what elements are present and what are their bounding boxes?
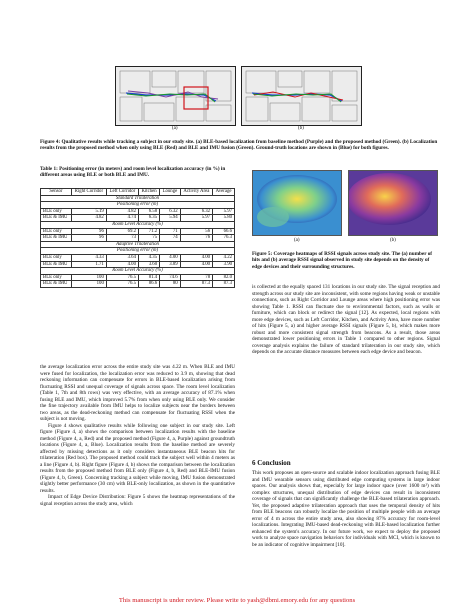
table-header-cell: Sensor xyxy=(41,189,72,196)
table-cell: 78 xyxy=(180,274,212,281)
table-cell: 69.2 xyxy=(106,228,138,235)
table-cell: 76 xyxy=(180,235,212,242)
table-cell: 4.33 xyxy=(71,254,106,261)
table-row xyxy=(41,235,235,242)
table-cell: 4.22 xyxy=(213,254,235,261)
table-cell: 74.6 xyxy=(160,274,181,281)
table-row xyxy=(41,208,235,215)
figure-4b-label: (b) xyxy=(298,126,304,131)
figure-5a-heatmap xyxy=(252,170,342,236)
table-cell: 81.4 xyxy=(138,274,159,281)
paragraph: the average localization error across the entire study site was 4.22 m. When BLE and IMU were fused for localization, the localization error was reduced to 3.9 m, showing that dead reckoning information can compensate for errors in BLE-based localization arising from fluctuating RSSI and unequal coverage of signals across space. The room level localization (Table 1, 7th and 8th rows) was very effective, with an average accuracy of 87.1% when fusing BLE and IMU, which improved 5.7% from when only using BLE only. We consider the fine trajectory available from IMU helps to localize subjects near the borders between two areas, as the dead-reckoning method can compensate for fluctuating RSSI when the subject is not moving. xyxy=(40,364,235,422)
table-header-cell: Activity Area xyxy=(180,189,212,196)
table-subsection-row xyxy=(41,248,235,255)
table-cell: 4.00 xyxy=(180,261,212,268)
table-cell: 5.97 xyxy=(180,215,212,222)
paragraph: Impact of Edge Device Distribution: Figure 5 shows the heatmap representations of the signal reception across the study area, which xyxy=(40,494,235,507)
figure-4 xyxy=(115,66,361,132)
table-row xyxy=(41,228,235,235)
table-cell: 4.35 xyxy=(138,254,159,261)
table-row xyxy=(41,261,235,268)
table-cell: 4.82 xyxy=(71,215,106,222)
table-cell: 76.5 xyxy=(106,281,138,288)
table-section-row xyxy=(41,241,235,248)
table-subsection-row xyxy=(41,221,235,228)
table-header-cell: Right Corridor xyxy=(71,189,106,196)
table-cell: 4.00 xyxy=(180,254,212,261)
table-cell: 4.00 xyxy=(160,254,181,261)
table-header-cell: Kitchen xyxy=(138,189,159,196)
table-cell: 1.71 xyxy=(71,261,106,268)
table-cell: 87.3 xyxy=(180,281,212,288)
table-cell: BLE only xyxy=(41,228,72,235)
table-cell: 87.3 xyxy=(213,281,235,288)
table-row xyxy=(41,254,235,261)
table-cell: 56 xyxy=(180,228,212,235)
table-1 xyxy=(40,188,235,288)
right-column-text: is collected at the equally spaced 131 locations in our study site. The signal reception and strength across our study site are inconsistent, with some regions having weak or unstable connections, such as Right Corridor and Lounge areas where high positioning error was showing Table 1. RSSI can fluctuate due to environmental factors, such as walls or furniture, which can block or redirect the signal [12]. As expected, local regions with more edge devices, such as Left Corridor, Kitchen, and Activity Area, have more number of hits (Figure 5, a) and higher average RSSI signals (Figure 5, b), which makes more robust and more consistent signal strength from beacons. As a result, those areas demonstrated lower positioning errors in Table 1 compared to other regions. Signal coverage analysis explains the failure of standard trilateration in our study site, which depends on the accurate distance measures between each edge device and beacon. xyxy=(252,284,440,355)
table-subsection-title: Positioning error (m) xyxy=(41,202,235,209)
figure-5 xyxy=(252,168,438,248)
table-cell: 6.32 xyxy=(160,208,181,215)
table-cell: 74 xyxy=(160,235,181,242)
table-cell: 86.6 xyxy=(138,281,159,288)
table-cell: BLE only xyxy=(41,274,72,281)
table-cell: 75 xyxy=(138,235,159,242)
table-header-cell: Average xyxy=(213,189,235,196)
table-cell: 3.90 xyxy=(213,261,235,268)
figure-5-caption: Figure 5: Coverage heatmaps of RSSI signals across study site. The (a) number of hits and (b) average RSSI signal observed in study site depends on the density of edge devices and their surrounding structures. xyxy=(252,251,433,270)
left-column-text xyxy=(40,364,235,507)
table-cell: 4.00 xyxy=(106,261,138,268)
table-cell: 6.32 xyxy=(180,208,212,215)
table-row xyxy=(41,281,235,288)
table-header-cell: Left Corridor xyxy=(106,189,138,196)
table-subsection-title: Room Level Accuracy (%) xyxy=(41,221,235,228)
table-row xyxy=(41,274,235,281)
table-cell: 76.3 xyxy=(213,235,235,242)
review-footer: This manuscript is under review. Please write to yash@dbmi.emory.edu for any questions xyxy=(118,597,356,604)
figure-5b-heatmap xyxy=(348,170,438,236)
table-subsection-row xyxy=(41,268,235,275)
table-cell: BLE & IMU xyxy=(41,215,72,222)
figure-4b-floorplan xyxy=(241,66,362,126)
figure-5a-label: (a) xyxy=(294,238,300,243)
table-cell: BLE & IMU xyxy=(41,281,72,288)
table-cell: 82.0 xyxy=(213,274,235,281)
table-cell: 5.97 xyxy=(213,208,235,215)
table-cell: 100 xyxy=(71,281,106,288)
table-cell: 96 xyxy=(71,228,106,235)
table-1-body xyxy=(41,195,235,287)
table-cell: 3.64 xyxy=(106,254,138,261)
table-cell: 5.80 xyxy=(213,215,235,222)
table-cell: 96 xyxy=(71,235,106,242)
table-subsection-row xyxy=(41,202,235,209)
table-cell: 71 xyxy=(160,228,181,235)
table-row xyxy=(41,215,235,222)
table-cell: BLE only xyxy=(41,208,72,215)
figure-4a-label: (a) xyxy=(172,126,178,131)
table-cell: 76.5 xyxy=(106,274,138,281)
table-cell: 80 xyxy=(160,281,181,288)
table-cell: 6.58 xyxy=(138,208,159,215)
table-cell: 5.19 xyxy=(71,208,106,215)
table-1-header-row xyxy=(41,189,235,196)
paragraph: Figure 4 shows qualitative results while following one subject in our study site. Left figure (Figure 4, a) shows the comparison between localization results with the baseline method (Figure 4, a, Red) and the proposed method (Figure 4, a, Purple) against groundtruth locations (Figure 4, a, Blue). Localization results from the baseline method are severely affected by missing detections as it only considers instantaneous BLE beacon hits for trilateration (Red box). The proposed method could track the subject well within 4 meters as a line (Figure 4, b). Right figure (Figure 4, b) shows the comparison between the localization results from the proposed method from BLE only (Figure 4, b, Red) and BLE-IMU fusion (Figure 4, b, Green). Concerning tracking a subject while moving, IMU fusion demonstrated slightly better performance (30 cm) with BLE-only localization, as shown in the quantitative results. xyxy=(40,422,235,494)
table-header-cell: Lounge xyxy=(160,189,181,196)
table-cell: 66.6 xyxy=(213,228,235,235)
figure-5b-label: (b) xyxy=(390,238,396,243)
table-cell: 71.2 xyxy=(138,228,159,235)
table-cell: 3.89 xyxy=(160,261,181,268)
table-cell: 4.74 xyxy=(106,215,138,222)
table-section-title: Adaptive Trilateration xyxy=(41,241,235,248)
conclusion-text: This work proposes an open-source and scalable indoor localization approach fusing BLE and IMU wearable sensors using distributed edge computing systems in large indoor spaces. Our analysis shows that, especially for large indoor space (over 1600 m²) with complex structures, unequal distribution of edge devices can result in inconsistent coverage of signals that can significantly challenge the BLE-based trilateration approach. Yet, the proposed adaptive trilateration approach that uses the temporal density of hits from BLE beacons can robustly localize the position of multiple people with an average error of 4 m across the entire study area, also showing 87% accuracy for room-level localizations. Integrating IMU-based dead-reckoning with BLE-based localization further enhanced the system's accuracy. In our future work, we expect to deploy the proposed work to analyze space navigation behaviors for individuals with MCI, which is known to be an indicator of cognitive impairment [10]. xyxy=(252,470,440,548)
table-cell: 5.94 xyxy=(160,215,181,222)
figure-4-caption: Figure 4: Qualitative results while tracking a subject in our study site. (a) BLE-based localization from baseline method (Purple) and the proposed method (Green). (b) Localization results from the proposed method when only using BLE (Red) and BLE and IMU fusion (Green). Ground-truth locations are shown in (Blue) for both figures. xyxy=(40,139,438,152)
table-cell: BLE & IMU xyxy=(41,235,72,242)
table-cell: 4.82 xyxy=(106,208,138,215)
table-section-row xyxy=(41,195,235,202)
table-cell: 6.35 xyxy=(138,215,159,222)
table-subsection-title: Positioning error (m) xyxy=(41,248,235,255)
section-heading-conclusion: 6 Conclusion xyxy=(252,459,291,467)
table-cell: 100 xyxy=(71,274,106,281)
table-cell: BLE & IMU xyxy=(41,261,72,268)
table-cell: BLE only xyxy=(41,254,72,261)
figure-4a-floorplan xyxy=(115,66,236,126)
table-section-title: Standard Trilateration xyxy=(41,195,235,202)
table-subsection-title: Room Level Accuracy (%) xyxy=(41,268,235,275)
table-cell: 3.60 xyxy=(138,261,159,268)
table-cell: 73 xyxy=(106,235,138,242)
table-1-caption: Table 1: Positioning error (in meters) and room level localization accuracy (in %) in different areas using BLE or both BLE and IMU. xyxy=(40,166,226,179)
